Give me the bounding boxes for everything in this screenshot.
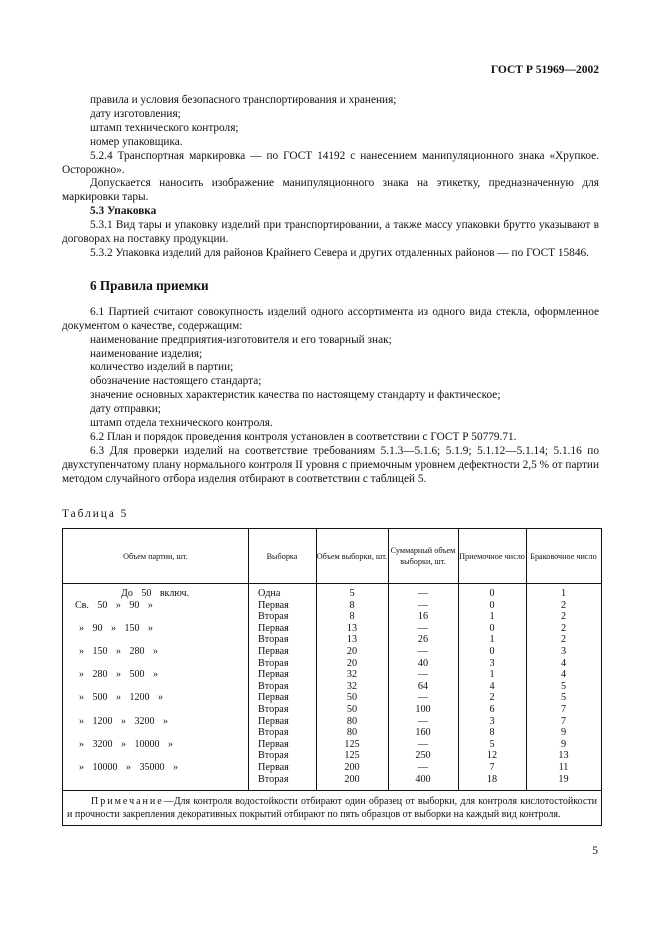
table-row bbox=[63, 646, 601, 658]
section-heading: 6 Правила приемки bbox=[90, 277, 209, 293]
cell-cum: 250 bbox=[415, 750, 431, 762]
page-number: 5 bbox=[592, 845, 598, 857]
cell-cum: — bbox=[417, 762, 429, 773]
document-header: ГОСТ Р 51969—2002 bbox=[490, 64, 599, 76]
cell-size: 13 bbox=[346, 634, 358, 646]
cell-ac: 1 bbox=[489, 669, 495, 681]
table-row bbox=[63, 692, 601, 704]
cell-ac: 5 bbox=[489, 738, 495, 750]
cell-sample: Первая bbox=[258, 762, 289, 773]
cell-re: 5 bbox=[560, 692, 567, 704]
cell-sample: Вторая bbox=[258, 657, 289, 669]
cell-ac: 0 bbox=[489, 646, 495, 657]
cell-ac: 8 bbox=[489, 727, 495, 739]
cell-size: 5 bbox=[349, 588, 355, 599]
cell-sample: Вторая bbox=[258, 680, 289, 692]
paragraph-5-3-1: 5.3.1 Вид тары и упаковку изделий при транспортировании, а также массу упаковки брутто указывают в договорах на поставку продукции. bbox=[62, 219, 599, 246]
cell-cum: — bbox=[417, 646, 429, 657]
cell-lot-size: » 150 » 280 » bbox=[79, 646, 158, 657]
cell-re: 9 bbox=[560, 738, 567, 750]
cell-lot-size: » 500 » 1200 » bbox=[79, 692, 163, 704]
cell-re: 2 bbox=[560, 599, 567, 611]
table-row bbox=[63, 704, 601, 716]
cell-size: 80 bbox=[346, 715, 358, 727]
cell-lot-size: » 3200 » 10000 » bbox=[79, 738, 173, 750]
cell-sample: Вторая bbox=[258, 727, 289, 739]
header-rejection-number: Браковочное число bbox=[530, 551, 597, 561]
cell-lot-size: » 10000 » 35000 » bbox=[79, 762, 178, 773]
table-row bbox=[63, 762, 601, 774]
cell-ac: 0 bbox=[489, 588, 495, 599]
list-item: штамп технического контроля; bbox=[90, 121, 239, 134]
cell-size: 80 bbox=[346, 727, 358, 739]
table-row bbox=[63, 623, 601, 635]
cell-cum: — bbox=[417, 692, 429, 704]
cell-sample: Первая bbox=[258, 599, 289, 611]
cell-cum: — bbox=[417, 599, 429, 611]
cell-size: 8 bbox=[349, 599, 355, 611]
table-caption: Таблица 5 bbox=[62, 508, 129, 520]
cell-re: 3 bbox=[560, 646, 567, 657]
cell-lot-size: » 280 » 500 » bbox=[79, 669, 158, 681]
cell-lot-size: До 50 включ. bbox=[121, 588, 190, 599]
table-row bbox=[63, 611, 601, 623]
cell-ac: 18 bbox=[486, 773, 498, 785]
table-row bbox=[63, 774, 601, 786]
subsection-heading: 5.3 Упаковка bbox=[90, 205, 157, 218]
cell-cum: 400 bbox=[415, 773, 431, 785]
cell-lot-size: » 1200 » 3200 » bbox=[79, 715, 168, 727]
table-row bbox=[63, 716, 601, 728]
cell-re: 1 bbox=[560, 588, 567, 599]
cell-lot-size: Св. 50 » 90 » bbox=[75, 599, 153, 611]
list-item: номер упаковщика. bbox=[90, 135, 183, 148]
cell-cum: — bbox=[417, 622, 429, 634]
cell-lot-size: » 90 » 150 » bbox=[79, 622, 153, 634]
cell-size: 50 bbox=[346, 692, 358, 704]
note-text: —Для контроля водостойкости отбирают один образец от выборки, для контроля кислотостойкости и прочности закрепления декоративных покрытий отбирают по пять образцов от выборки на каждый вид контроля. bbox=[67, 796, 597, 820]
cell-re: 4 bbox=[560, 657, 567, 669]
cell-sample: Вторая bbox=[258, 634, 289, 646]
cell-sample: Первая bbox=[258, 692, 289, 704]
table-row bbox=[63, 658, 601, 670]
document-body bbox=[62, 94, 599, 487]
table-row bbox=[63, 727, 601, 739]
cell-ac: 1 bbox=[489, 634, 495, 646]
cell-sample: Первая bbox=[258, 715, 289, 727]
cell-size: 8 bbox=[349, 611, 355, 623]
sampling-table bbox=[62, 528, 602, 826]
list-item: дату изготовления; bbox=[90, 107, 181, 120]
cell-sample: Одна bbox=[258, 588, 281, 599]
paragraph-5-3-2: 5.3.2 Упаковка изделий для районов Крайнего Севера и других отдаленных районов — по ГОСТ 15846. bbox=[90, 246, 589, 259]
table-row bbox=[63, 669, 601, 681]
cell-cum: 26 bbox=[417, 634, 429, 646]
cell-re: 2 bbox=[560, 611, 567, 623]
header-lot-size: Объем партии, шт. bbox=[123, 551, 188, 561]
table-row bbox=[63, 634, 601, 646]
table-header bbox=[63, 529, 601, 584]
note-label: Примечание bbox=[91, 796, 164, 807]
cell-sample: Первая bbox=[258, 646, 289, 657]
cell-re: 2 bbox=[560, 622, 567, 634]
cell-cum: — bbox=[417, 669, 429, 681]
cell-size: 20 bbox=[346, 657, 358, 669]
cell-cum: — bbox=[417, 738, 429, 750]
cell-cum: — bbox=[417, 715, 429, 727]
list-item: наименование изделия; bbox=[90, 347, 203, 360]
cell-re: 9 bbox=[560, 727, 567, 739]
cell-sample: Первая bbox=[258, 669, 289, 681]
cell-ac: 4 bbox=[489, 680, 495, 692]
cell-size: 125 bbox=[344, 750, 360, 762]
paragraph-6-1: 6.1 Партией считают совокупность изделий одного ассортимента из одного вида стекла, оформленное документом о качестве, содержащим: bbox=[62, 305, 599, 332]
cell-ac: 2 bbox=[489, 692, 495, 704]
cell-sample: Вторая bbox=[258, 750, 289, 762]
cell-sample: Первая bbox=[258, 622, 289, 634]
cell-size: 200 bbox=[344, 762, 360, 773]
cell-cum: 160 bbox=[415, 727, 431, 739]
table-row bbox=[63, 681, 601, 693]
cell-size: 32 bbox=[346, 669, 358, 681]
cell-re: 2 bbox=[560, 634, 567, 646]
table-body bbox=[63, 584, 601, 790]
cell-cum: 16 bbox=[417, 611, 429, 623]
cell-sample: Вторая bbox=[258, 704, 289, 715]
header-sample: Выборка bbox=[266, 551, 298, 561]
cell-size: 13 bbox=[346, 622, 358, 634]
header-acceptance-number: Приемочное число bbox=[459, 551, 525, 561]
paragraph-allowed: Допускается наносить изображение манипуляционного знака на этикетку, предназначенную для маркировки тары. bbox=[62, 177, 599, 204]
cell-size: 50 bbox=[346, 704, 358, 715]
paragraph-6-3: 6.3 Для проверки изделий на соответствие требованиям 5.1.3—5.1.6; 5.1.9; 5.1.12—5.1.14; 5.1.16 по двухступенчатому плану нормального контроля II уровня с приемочным уровнем дефектности 2,5 % от партии методом случайного отбора изделия отбирают в соответствии с таблицей 5. bbox=[62, 444, 599, 485]
cell-cum: 100 bbox=[415, 704, 431, 715]
cell-size: 32 bbox=[346, 680, 358, 692]
cell-ac: 3 bbox=[489, 657, 495, 669]
cell-re: 13 bbox=[558, 750, 569, 762]
cell-size: 200 bbox=[344, 773, 360, 785]
header-sample-size: Объем выборки, шт. bbox=[316, 551, 388, 561]
cell-cum: 64 bbox=[417, 680, 429, 692]
cell-ac: 12 bbox=[486, 750, 498, 762]
cell-ac: 6 bbox=[489, 704, 495, 715]
cell-ac: 0 bbox=[489, 622, 495, 634]
cell-sample: Вторая bbox=[258, 611, 289, 623]
list-item: штамп отдела технического контроля. bbox=[90, 417, 273, 430]
table-note bbox=[63, 790, 601, 825]
cell-ac: 3 bbox=[489, 715, 495, 727]
list-item: правила и условия безопасного транспортирования и хранения; bbox=[90, 94, 397, 106]
list-item: количество изделий в партии; bbox=[90, 361, 234, 374]
cell-sample: Первая bbox=[258, 738, 289, 750]
cell-re: 4 bbox=[560, 669, 567, 681]
paragraph-6-2: 6.2 План и порядок проведения контроля установлен в соответствии с ГОСТ Р 50779.71. bbox=[90, 430, 517, 443]
cell-sample: Вторая bbox=[258, 773, 289, 785]
header-cumulative-size: Суммарный объем выборки, шт. bbox=[390, 546, 456, 566]
cell-re: 7 bbox=[560, 704, 567, 715]
cell-ac: 7 bbox=[489, 762, 495, 773]
table-row bbox=[63, 739, 601, 751]
cell-size: 20 bbox=[346, 646, 358, 657]
cell-re: 5 bbox=[560, 680, 567, 692]
table-row bbox=[63, 588, 601, 600]
list-item: наименование предприятия-изготовителя и его товарный знак; bbox=[90, 333, 392, 346]
cell-size: 125 bbox=[344, 738, 360, 750]
cell-ac: 0 bbox=[489, 599, 495, 611]
cell-cum: 40 bbox=[417, 657, 429, 669]
list-item: значение основных характеристик качества по настоящему стандарту и фактическое; bbox=[90, 389, 501, 402]
cell-re: 11 bbox=[558, 762, 569, 773]
cell-ac: 1 bbox=[489, 611, 495, 623]
cell-re: 7 bbox=[560, 715, 567, 727]
list-item: обозначение настоящего стандарта; bbox=[90, 375, 262, 388]
cell-re: 19 bbox=[558, 773, 569, 785]
table-row bbox=[63, 750, 601, 762]
paragraph-5-2-4: 5.2.4 Транспортная маркировка — по ГОСТ 14192 с нанесением манипуляционного знака «Хрупкое. Осторожно». bbox=[62, 149, 599, 176]
table-row bbox=[63, 600, 601, 612]
cell-cum: — bbox=[417, 588, 429, 599]
list-item: дату отправки; bbox=[90, 403, 161, 416]
